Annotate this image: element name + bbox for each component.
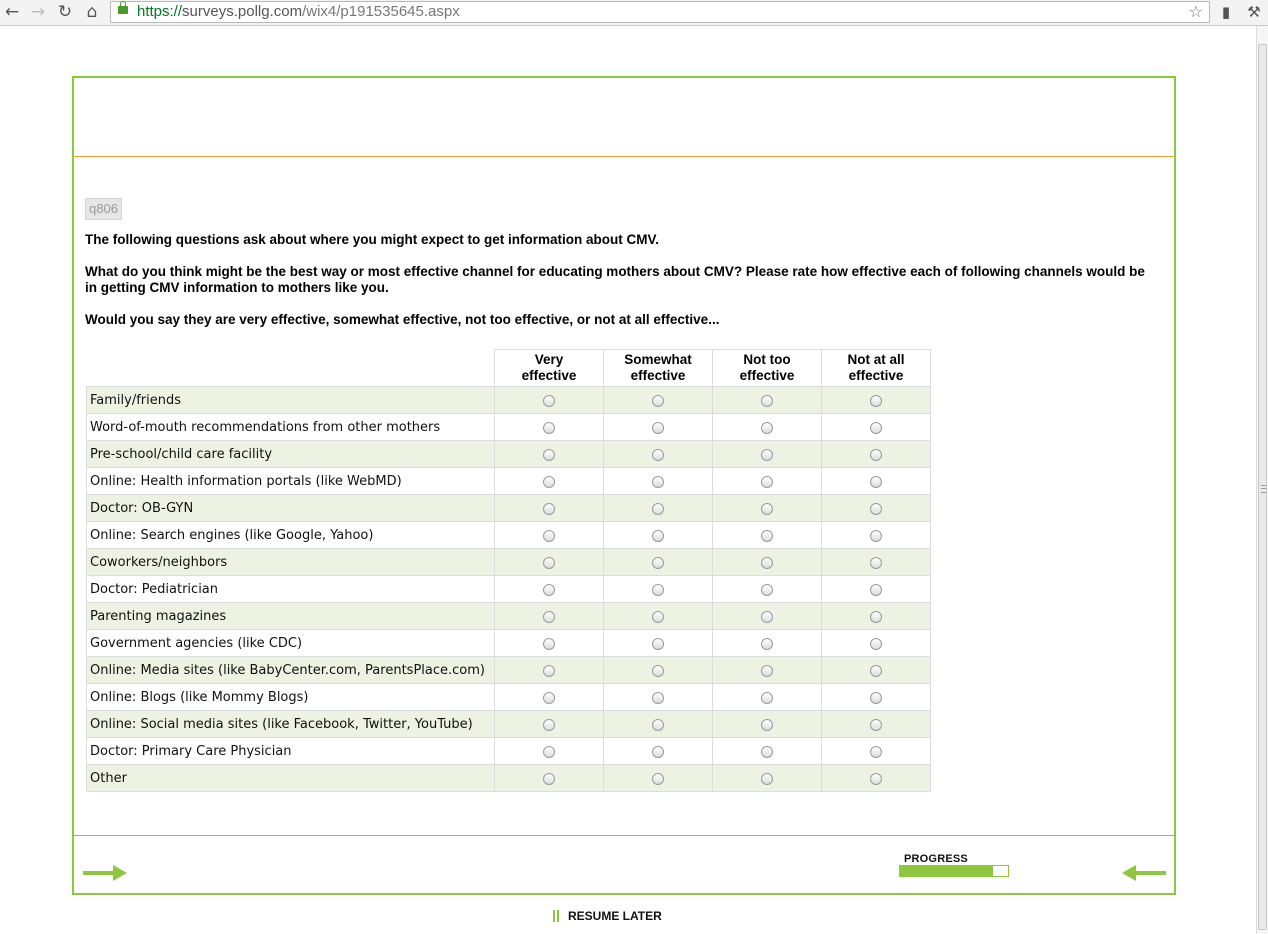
rating-radio[interactable] <box>870 503 882 515</box>
rating-cell <box>604 657 713 684</box>
rating-cell <box>713 387 822 414</box>
rating-radio[interactable] <box>543 395 555 407</box>
url-path: /wix4/p191535645.aspx <box>302 3 460 20</box>
rating-radio[interactable] <box>543 719 555 731</box>
rating-cell <box>604 549 713 576</box>
scrollbar-thumb[interactable] <box>1258 44 1267 930</box>
rating-cell <box>713 738 822 765</box>
row-label: Online: Media sites (like BabyCenter.com, ParentsPlace.com) <box>87 657 495 684</box>
pause-icon <box>553 910 555 922</box>
row-label: Online: Social media sites (like Facebook, Twitter, YouTube) <box>87 711 495 738</box>
grid-header-row <box>87 350 931 387</box>
extension-icon[interactable]: ▮ <box>1221 3 1231 21</box>
row-label: Online: Blogs (like Mommy Blogs) <box>87 684 495 711</box>
rating-radio[interactable] <box>543 773 555 785</box>
progress-bar <box>899 865 1009 877</box>
rating-cell <box>713 522 822 549</box>
home-icon[interactable]: ⌂ <box>86 2 98 22</box>
row-label: Parenting magazines <box>87 603 495 630</box>
table-row <box>87 522 931 549</box>
rating-radio[interactable] <box>761 638 773 650</box>
url-scheme: https:// <box>137 3 183 20</box>
column-header-not-at-all-effective: Not at all effective <box>822 350 931 387</box>
rating-radio[interactable] <box>870 692 882 704</box>
rating-cell <box>822 657 931 684</box>
progress-label: PROGRESS <box>904 853 968 865</box>
vertical-scrollbar[interactable] <box>1256 26 1268 934</box>
rating-radio[interactable] <box>870 395 882 407</box>
rating-cell <box>713 549 822 576</box>
rating-cell <box>713 576 822 603</box>
rating-radio[interactable] <box>543 638 555 650</box>
rating-cell <box>713 765 822 792</box>
rating-radio[interactable] <box>543 557 555 569</box>
rating-cell <box>495 387 604 414</box>
progress-fill <box>900 866 993 876</box>
rating-cell <box>713 468 822 495</box>
rating-radio[interactable] <box>652 638 664 650</box>
row-label: Online: Search engines (like Google, Yahoo) <box>87 522 495 549</box>
rating-radio[interactable] <box>761 395 773 407</box>
browser-toolbar <box>0 0 1268 26</box>
rating-radio[interactable] <box>543 449 555 461</box>
rating-radio[interactable] <box>652 422 664 434</box>
rating-cell <box>604 603 713 630</box>
rating-radio[interactable] <box>870 773 882 785</box>
rating-radio[interactable] <box>761 557 773 569</box>
back-arrow-icon[interactable] <box>1122 865 1166 881</box>
rating-cell <box>495 603 604 630</box>
rating-cell <box>495 738 604 765</box>
row-label: Doctor: Primary Care Physician <box>87 738 495 765</box>
rating-grid <box>86 349 931 792</box>
rating-cell <box>604 576 713 603</box>
scrollbar-grip-icon <box>1261 485 1266 493</box>
rating-radio[interactable] <box>761 773 773 785</box>
rating-radio[interactable] <box>543 611 555 623</box>
rating-radio[interactable] <box>652 719 664 731</box>
rating-cell <box>495 765 604 792</box>
column-header-not-too-effective: Not too effective <box>713 350 822 387</box>
rating-cell <box>713 657 822 684</box>
question-text: What do you think might be the best way or most effective channel for educating mothers about CMV? Please rate how effective each of following channels would be in getting CMV information to mothers like you. <box>85 264 1145 295</box>
rating-radio[interactable] <box>652 746 664 758</box>
rating-radio[interactable] <box>652 692 664 704</box>
rating-cell <box>822 495 931 522</box>
rating-cell <box>495 549 604 576</box>
rating-radio[interactable] <box>870 665 882 677</box>
rating-radio[interactable] <box>761 503 773 515</box>
row-label: Coworkers/neighbors <box>87 549 495 576</box>
rating-radio[interactable] <box>543 422 555 434</box>
rating-radio[interactable] <box>870 746 882 758</box>
rating-cell <box>604 738 713 765</box>
rating-cell <box>822 549 931 576</box>
grid-corner <box>87 350 495 387</box>
rating-cell <box>822 468 931 495</box>
table-row <box>87 630 931 657</box>
rating-cell <box>713 495 822 522</box>
rating-cell <box>604 684 713 711</box>
rating-radio[interactable] <box>652 773 664 785</box>
forward-icon[interactable]: → <box>30 2 46 22</box>
rating-cell <box>822 738 931 765</box>
url-host: surveys.pollg.com <box>182 3 303 20</box>
rating-radio[interactable] <box>870 476 882 488</box>
rating-cell <box>822 630 931 657</box>
table-row <box>87 468 931 495</box>
next-arrow-icon[interactable] <box>83 865 127 881</box>
rating-cell <box>822 684 931 711</box>
rating-radio[interactable] <box>761 665 773 677</box>
row-label: Government agencies (like CDC) <box>87 630 495 657</box>
rating-cell <box>495 657 604 684</box>
table-row <box>87 495 931 522</box>
row-label: Other <box>87 765 495 792</box>
address-bar[interactable] <box>110 1 1210 23</box>
rating-cell <box>822 711 931 738</box>
question-id-badge: q806 <box>85 198 122 220</box>
survey-frame <box>72 76 1176 895</box>
rating-radio[interactable] <box>761 530 773 542</box>
rating-cell <box>604 414 713 441</box>
rating-cell <box>604 468 713 495</box>
rating-radio[interactable] <box>761 746 773 758</box>
rating-cell <box>604 387 713 414</box>
rating-radio[interactable] <box>543 665 555 677</box>
back-icon[interactable]: ← <box>4 2 20 22</box>
survey-header <box>74 78 1174 157</box>
row-label: Doctor: Pediatrician <box>87 576 495 603</box>
rating-radio[interactable] <box>652 557 664 569</box>
rating-cell <box>713 603 822 630</box>
rating-cell <box>822 576 931 603</box>
table-row <box>87 387 931 414</box>
rating-radio[interactable] <box>761 692 773 704</box>
rating-cell <box>604 522 713 549</box>
wrench-icon[interactable]: ⚒ <box>1247 3 1261 21</box>
column-header-somewhat-effective: Somewhat effective <box>604 350 713 387</box>
rating-radio[interactable] <box>870 638 882 650</box>
question-prompt: Would you say they are very effective, somewhat effective, not too effective, or not at all effective... <box>85 312 720 327</box>
bookmark-star-icon[interactable]: ☆ <box>1188 2 1203 21</box>
table-row <box>87 765 931 792</box>
rating-radio[interactable] <box>870 449 882 461</box>
rating-radio[interactable] <box>652 530 664 542</box>
rating-radio[interactable] <box>652 611 664 623</box>
rating-radio[interactable] <box>870 557 882 569</box>
rating-radio[interactable] <box>870 530 882 542</box>
footer-divider <box>74 835 1174 836</box>
rating-cell <box>822 522 931 549</box>
rating-cell <box>495 441 604 468</box>
rating-radio[interactable] <box>761 584 773 596</box>
table-row <box>87 603 931 630</box>
table-row <box>87 684 931 711</box>
rating-radio[interactable] <box>652 476 664 488</box>
lock-icon <box>118 6 128 14</box>
table-row <box>87 414 931 441</box>
question-intro: The following questions ask about where you might expect to get information about CMV. <box>85 232 660 247</box>
rating-radio[interactable] <box>870 422 882 434</box>
rating-radio[interactable] <box>870 584 882 596</box>
rating-cell <box>713 684 822 711</box>
reload-icon[interactable]: ↻ <box>57 2 73 22</box>
rating-cell <box>495 522 604 549</box>
table-row <box>87 576 931 603</box>
rating-radio[interactable] <box>761 476 773 488</box>
rating-radio[interactable] <box>652 665 664 677</box>
rating-cell <box>604 495 713 522</box>
table-row <box>87 738 931 765</box>
rating-radio[interactable] <box>543 746 555 758</box>
rating-cell <box>495 711 604 738</box>
table-row <box>87 549 931 576</box>
rating-radio[interactable] <box>652 395 664 407</box>
rating-cell <box>495 414 604 441</box>
rating-radio[interactable] <box>543 530 555 542</box>
rating-cell <box>604 711 713 738</box>
rating-radio[interactable] <box>761 422 773 434</box>
rating-cell <box>604 765 713 792</box>
rating-radio[interactable] <box>543 503 555 515</box>
rating-cell <box>495 495 604 522</box>
rating-cell <box>713 630 822 657</box>
row-label: Family/friends <box>87 387 495 414</box>
rating-radio[interactable] <box>870 719 882 731</box>
row-label: Doctor: OB-GYN <box>87 495 495 522</box>
resume-later-button[interactable] <box>553 909 662 923</box>
rating-cell <box>713 414 822 441</box>
rating-radio[interactable] <box>652 584 664 596</box>
row-label: Online: Health information portals (like WebMD) <box>87 468 495 495</box>
table-row <box>87 657 931 684</box>
rating-cell <box>604 441 713 468</box>
rating-cell <box>495 684 604 711</box>
rating-radio[interactable] <box>543 584 555 596</box>
rating-cell <box>822 603 931 630</box>
rating-radio[interactable] <box>543 692 555 704</box>
rating-cell <box>822 414 931 441</box>
rating-radio[interactable] <box>761 719 773 731</box>
rating-cell <box>822 765 931 792</box>
rating-cell <box>604 630 713 657</box>
rating-cell <box>495 630 604 657</box>
rating-cell <box>822 441 931 468</box>
table-row <box>87 441 931 468</box>
rating-radio[interactable] <box>543 476 555 488</box>
rating-cell <box>495 576 604 603</box>
table-row <box>87 711 931 738</box>
row-label: Pre-school/child care facility <box>87 441 495 468</box>
rating-cell <box>495 468 604 495</box>
rating-radio[interactable] <box>652 449 664 461</box>
rating-radio[interactable] <box>761 611 773 623</box>
grid-body <box>87 387 931 792</box>
rating-cell <box>713 711 822 738</box>
column-header-very-effective: Very effective <box>495 350 604 387</box>
rating-radio[interactable] <box>870 611 882 623</box>
rating-radio[interactable] <box>652 503 664 515</box>
resume-later-label: RESUME LATER <box>568 909 662 923</box>
rating-radio[interactable] <box>761 449 773 461</box>
rating-cell <box>713 441 822 468</box>
row-label: Word-of-mouth recommendations from other mothers <box>87 414 495 441</box>
rating-cell <box>822 387 931 414</box>
